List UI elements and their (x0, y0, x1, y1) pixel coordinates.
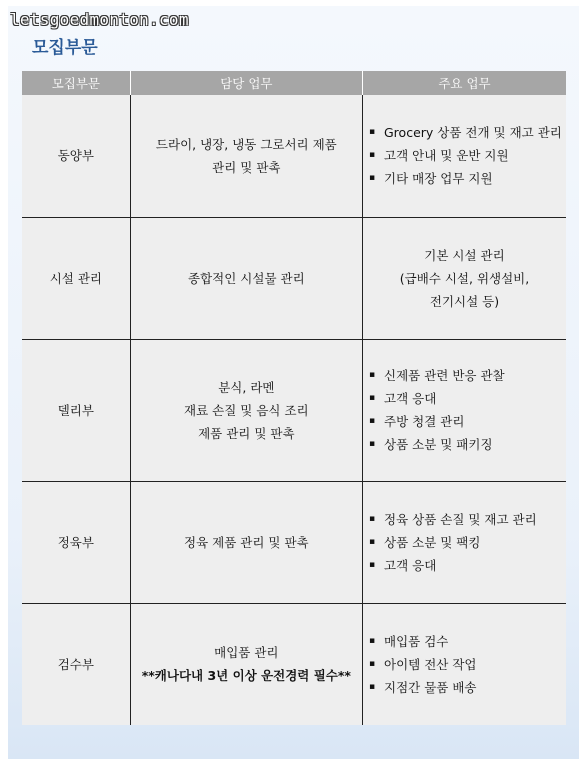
main-tasks-cell (363, 481, 567, 603)
department-cell: 시설 관리 (22, 217, 130, 339)
section-title: 모집부문 (32, 38, 98, 58)
watermark: letsgoedmonton.com (10, 10, 189, 29)
table-row (22, 95, 566, 217)
task-line: 기본 시설 관리 (424, 247, 505, 263)
task-item: ▪ 기타 매장 업무 지원 (369, 167, 566, 190)
duty-requirement-note: **캐나다내 3년 이상 운전경력 필수** (141, 668, 351, 684)
department-cell: 동양부 (22, 95, 130, 217)
table-row (22, 217, 566, 339)
duty-cell (130, 217, 362, 339)
task-list (363, 508, 566, 577)
task-item: ▪ 정육 상품 손질 및 재고 관리 (369, 508, 566, 531)
task-item: ▪ 주방 청결 관리 (369, 410, 566, 433)
task-item: ▪ 매입품 검수 (369, 630, 566, 653)
table-row (22, 603, 566, 725)
duty-line: 드라이, 냉장, 냉동 그로서리 제품 (155, 136, 337, 152)
task-item: ▪ 상품 소분 및 팩킹 (369, 531, 566, 554)
task-item: ▪ 고객 응대 (369, 387, 566, 410)
table-header-row (22, 71, 566, 95)
task-item: ▪ 신제품 관련 반응 관찰 (369, 364, 566, 387)
duty-cell (130, 339, 362, 481)
main-tasks-cell (363, 603, 567, 725)
task-item: ▪ 상품 소분 및 패키징 (369, 433, 566, 456)
header-duty: 담당 업무 (130, 71, 362, 95)
task-list (363, 630, 566, 699)
duty-line: 관리 및 판촉 (212, 159, 281, 175)
duty-line: 매입품 관리 (214, 645, 279, 661)
task-item: ▪ 아이템 전산 작업 (369, 653, 566, 676)
department-cell: 정육부 (22, 481, 130, 603)
header-main-tasks: 주요 업무 (363, 71, 567, 95)
duty-cell (130, 481, 362, 603)
header-department: 모집부문 (22, 71, 130, 95)
task-item: ▪ 고객 안내 및 운반 지원 (369, 144, 566, 167)
main-tasks-cell (363, 217, 567, 339)
duty-line: 분식, 라멘 (218, 379, 275, 395)
duty-line: 재료 손질 및 음식 조리 (184, 402, 309, 418)
main-tasks-cell (363, 95, 567, 217)
main-tasks-cell (363, 339, 567, 481)
table-row (22, 339, 566, 481)
duty-line: 종합적인 시설물 관리 (188, 270, 305, 286)
duty-cell (130, 95, 362, 217)
task-line: 전기시설 등) (429, 293, 500, 309)
table-row (22, 481, 566, 603)
task-item: ▪ 지점간 물품 배송 (369, 676, 566, 699)
task-list (363, 121, 566, 190)
task-line: (급배수 시설, 위생설비, (399, 270, 530, 286)
duty-cell (130, 603, 362, 725)
recruitment-table (22, 71, 566, 725)
duty-line: 제품 관리 및 판촉 (198, 425, 295, 441)
department-cell: 검수부 (22, 603, 130, 725)
duty-line: 정육 제품 관리 및 판촉 (184, 534, 309, 550)
task-item: ▪ Grocery 상품 전개 및 재고 관리 (369, 121, 566, 144)
task-list (363, 364, 566, 456)
task-item: ▪ 고객 응대 (369, 554, 566, 577)
department-cell: 델리부 (22, 339, 130, 481)
